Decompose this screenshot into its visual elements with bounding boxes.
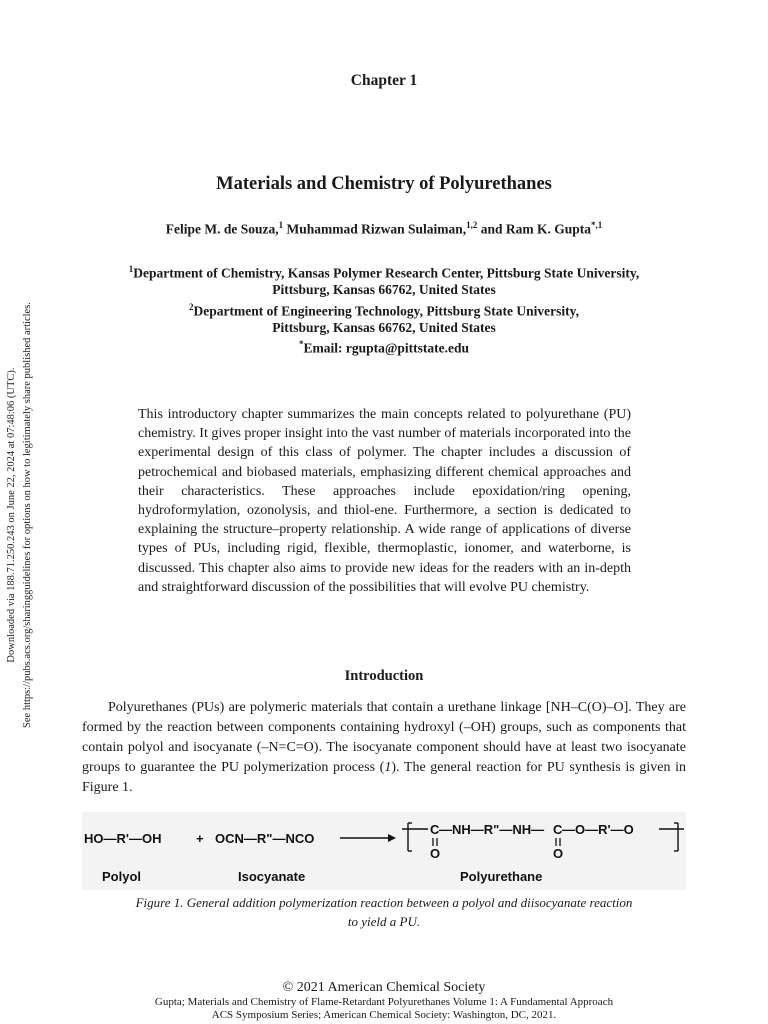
urethane-o-segment: —O—R'—O	[562, 822, 634, 837]
footer-source-line: Gupta; Materials and Chemistry of Flame-Retardant Polyurethanes Volume 1: A Fundamental Approach	[154, 996, 614, 1008]
footer-series-line: ACS Symposium Series; American Chemical Society: Washington, DC, 2021.	[211, 1009, 557, 1021]
email-mark: *	[298, 339, 304, 349]
affiliation-2-mark: 2	[189, 302, 194, 312]
isocyanate-formula: OCN—R"—NCO	[215, 831, 315, 846]
repeat-unit-bracket-left	[402, 823, 428, 851]
chapter-label: Chapter 1	[350, 72, 418, 89]
repeat-unit-bracket-right	[659, 823, 684, 851]
double-bond-1	[433, 838, 437, 846]
author-2: Muhammad Rizwan Sulaiman,	[283, 221, 467, 237]
intro-text-before: Polyurethanes (PUs) are polymeric materials that contain a urethane linkage [NH–C(O)–O]. They are formed by the reaction between components containing hydroxyl (–OH) groups, such as components that contain polyol and isocyanate (–N=C=O). The isocyanate component should have at least two isocyanate groups to guarantee the PU polymerization process (	[82, 700, 686, 775]
email-text: Email: rgupta@pittstate.edu	[303, 340, 470, 356]
polyol-formula: HO—R'—OH	[84, 831, 162, 846]
author-3-affil: *,1	[591, 220, 603, 230]
chapter-title: Materials and Chemistry of Polyurethanes	[216, 174, 552, 194]
affiliation-2-line-2: Pittsburg, Kansas 66762, United States	[272, 319, 496, 335]
affiliation-2-line-1: Department of Engineering Technology, Pittsburg State University,	[193, 303, 579, 319]
carbonyl-oxygen-1: O	[430, 846, 441, 861]
introduction-paragraph	[82, 698, 686, 798]
abstract: This introductory chapter summarizes the main concepts related to polyurethane (PU) chemistry. It gives proper insight into the vast number of materials incorporated into the experimental design of this class of polymer. The chapter includes a discussion of petrochemical and biobased materials, emphasizing different chemical approaches and their characteristics. These approaches include epoxidation/ring opening, hydroformylation, ozonolysis, and thiol-ene. Furthermore, a section is dedicated to explaining the structure–property relationship. A wide range of applications of diverse types of PUs, including rigid, flexible, thermoplastic, ionomer, and waterborne, is discussed. This chapter also aims to provide new ideas for the readers with an in-depth and straightforward discussion of the possibilities that will evolve PU chemistry.	[138, 407, 631, 595]
page-footer	[0, 980, 768, 1022]
carbonyl-carbon-2: C	[553, 822, 563, 837]
copyright-notice: © 2021 American Chemical Society	[282, 980, 486, 995]
author-1-affil: 1	[278, 220, 284, 230]
label-polyol: Polyol	[102, 869, 142, 884]
intro-text-after: ). The general reaction for PU synthesis is given in Figure 1.	[82, 760, 687, 795]
double-bond-2	[556, 838, 560, 846]
urethane-nh-segment: —NH—R"—NH—	[439, 822, 545, 837]
download-notice-line-1: Downloaded via 188.71.250.243 on June 22, 2024 at 07:48:06 (UTC).	[6, 367, 17, 663]
carbonyl-oxygen-2: O	[553, 846, 564, 861]
affiliation-2	[0, 299, 768, 336]
figure-1-caption	[82, 893, 686, 931]
author-3: and Ram K. Gupta	[477, 221, 592, 237]
label-polyurethane: Polyurethane	[460, 869, 543, 884]
plus-sign: +	[196, 831, 204, 846]
caption-line-2: to yield a PU.	[347, 914, 421, 929]
introduction-heading: Introduction	[344, 668, 424, 684]
author-list	[0, 220, 768, 238]
author-2-affil: 1,2	[466, 220, 478, 230]
download-notice-line-2: See https://pubs.acs.org/sharingguidelines for options on how to legitimately share published articles.	[22, 302, 33, 728]
affiliation-1-mark: 1	[128, 264, 134, 274]
carbonyl-carbon-1: C	[430, 822, 440, 837]
reaction-arrow	[340, 834, 396, 842]
figure-1-reaction-scheme	[82, 812, 686, 890]
affiliation-1-line-1: Department of Chemistry, Kansas Polymer Research Center, Pittsburg State University,	[133, 265, 640, 281]
citation-ref: 1	[384, 760, 392, 775]
label-isocyanate: Isocyanate	[238, 869, 306, 884]
affiliation-1	[0, 261, 768, 298]
caption-line-1: Figure 1. General addition polymerization reaction between a polyol and diisocyanate reaction	[135, 895, 633, 910]
corresponding-email	[0, 339, 768, 357]
author-1: Felipe M. de Souza,	[165, 221, 279, 237]
affiliation-1-line-2: Pittsburg, Kansas 66762, United States	[272, 281, 496, 297]
